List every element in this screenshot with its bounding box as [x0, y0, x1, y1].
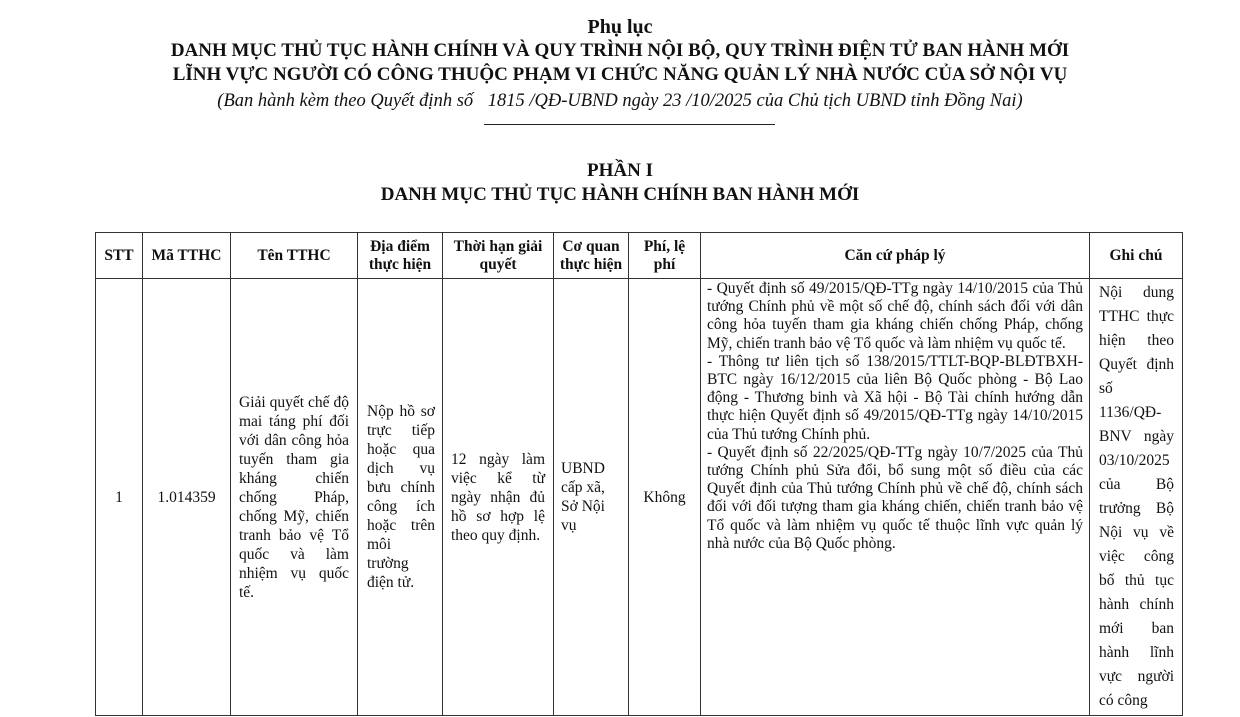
cell-legal-basis: [701, 279, 1090, 716]
cell-name: Giải quyết chế độ mai táng phí đối với dân công hỏa tuyến tham gia kháng chiến chống Pháp, chống Mỹ, chiến tranh bảo vệ Tổ quốc và làm nhiệm vụ quốc tế.: [231, 279, 358, 716]
legal-item: - Thông tư liên tịch số 138/2015/TTLT-BQP-BLĐTBXH-BTC ngày 16/12/2015 của liên Bộ Quốc phòng - Bộ Lao động - Thương binh và Xã hội - Bộ Tài chính hướng dẫn thực hiện Quyết định số 49/2015/QĐ-TTg ngày 14/10/2015 của Thủ tướng Chính phủ.: [707, 352, 1083, 443]
col-header-stt: STT: [96, 233, 143, 279]
issuance-suffix: của Chủ tịch UBND tỉnh Đồng Nai): [756, 91, 1023, 111]
cell-time: 12 ngày làm việc kể từ ngày nhận đủ hồ sơ hợp lệ theo quy định.: [443, 279, 554, 716]
col-header-name: Tên TTHC: [231, 233, 358, 279]
cell-place: Nộp hồ sơ trực tiếp hoặc qua dịch vụ bưu chính công ích hoặc trên môi trường điện tử.: [358, 279, 443, 716]
decision-date: 23 /10/2025: [662, 91, 752, 111]
issuance-prefix: (Ban hành kèm theo Quyết định số: [217, 91, 474, 111]
table-header-row: [96, 233, 1183, 279]
col-header-time: Thời hạn giải quyết: [443, 233, 554, 279]
legal-item: - Quyết định số 49/2015/QĐ-TTg ngày 14/10/2015 của Thủ tướng Chính phủ về một số chế độ, chính sách đối với dân công hỏa tuyến tham gia kháng chiến chống Pháp, chống Mỹ, chiến tranh bảo vệ Tổ quốc và làm nhiệm vụ quốc tế.: [707, 280, 1083, 352]
part-label: PHẦN I: [587, 160, 653, 181]
col-header-note: Ghi chú: [1090, 233, 1183, 279]
cell-stt: 1: [96, 279, 143, 716]
procedures-table: [95, 232, 1183, 716]
table-row: [96, 279, 1183, 716]
cell-code: 1.014359: [143, 279, 231, 716]
issuance-note: [0, 91, 1240, 112]
col-header-fee: Phí, lệ phí: [629, 233, 701, 279]
legal-item: - Quyết định số 22/2025/QĐ-TTg ngày 10/7/2025 của Thủ tướng Chính phủ Sửa đổi, bổ sung một số điều của các Quyết định của Thủ tướng Chính phủ về chế độ, chính sách đối với đối tượng tham gia kháng chiến, chiến tranh bảo vệ Tổ quốc và làm nhiệm vụ quốc tế thuộc lĩnh vực quản lý nhà nước của Bộ Quốc phòng.: [707, 443, 1083, 552]
header-divider: [484, 124, 775, 125]
document-title-line-1: DANH MỤC THỦ TỤC HÀNH CHÍNH VÀ QUY TRÌNH NỘI BỘ, QUY TRÌNH ĐIỆN TỬ BAN HÀNH MỚI: [170, 40, 1070, 61]
col-header-place: Địa điểm thực hiện: [358, 233, 443, 279]
document-title-line-2: LĨNH VỰC NGƯỜI CÓ CÔNG THUỘC PHẠM VI CHỨC NĂNG QUẢN LÝ NHÀ NƯỚC CỦA SỞ NỘI VỤ: [172, 64, 1068, 85]
decision-number: 1815: [487, 91, 525, 111]
col-header-code: Mã TTHC: [143, 233, 231, 279]
appendix-label: Phụ lục: [587, 16, 653, 38]
col-header-agency: Cơ quan thực hiện: [554, 233, 629, 279]
cell-note: Nội dung TTHC thực hiện theo Quyết định số 1136/QĐ-BNV ngày 03/10/2025 của Bộ trưởng Bộ Nội vụ về việc công bố thủ tục hành chính mới ban hành lĩnh vực người có công: [1090, 279, 1183, 716]
issuance-middle: /QĐ-UBND ngày: [529, 91, 659, 111]
cell-agency: UBND cấp xã, Sở Nội vụ: [554, 279, 629, 716]
cell-fee: Không: [629, 279, 701, 716]
part-title: DANH MỤC THỦ TỤC HÀNH CHÍNH BAN HÀNH MỚI: [380, 184, 860, 205]
col-header-legal: Căn cứ pháp lý: [701, 233, 1090, 279]
